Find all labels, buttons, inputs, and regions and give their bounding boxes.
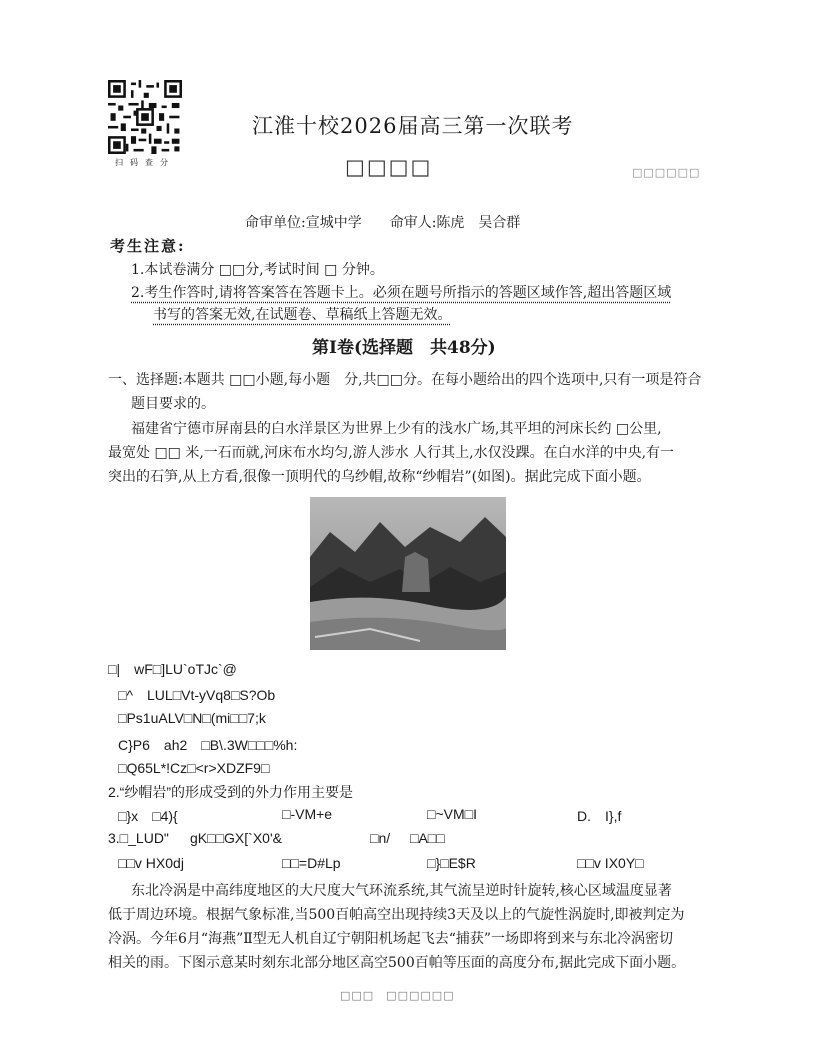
page-footer: □□□ □□□□□□ — [340, 989, 455, 1002]
faint-header-note: □□□□□□ — [632, 166, 701, 179]
notice-item-2-cont: 书写的答案无效,在试题卷、草稿纸上答题无效。 — [153, 307, 452, 323]
q2-option-a: □}x □4){ — [118, 808, 178, 824]
q2-option-d: D. I},f — [577, 808, 622, 824]
q3-option-a: □□v HX0dj — [118, 855, 184, 871]
qr-code — [108, 80, 182, 154]
option-garbled-b: □Ps1uALV□N□(mi□□7;k — [118, 710, 266, 726]
passage1-line-3: 突出的石笋,从上方看,很像一顶明代的乌纱帽,故称“纱帽岩”(如图)。据此完成下面小题。 — [108, 469, 651, 485]
notice-title: 考生注意: — [110, 237, 186, 255]
option-garbled-c: C}P6 ah2 □B\.3W□□□%h: — [118, 737, 298, 753]
q2-option-c: □~VM□I — [427, 806, 477, 822]
passage1-line-1: 福建省宁德市屏南县的白水洋景区为世界上少有的浅水广场,其平坦的河床长约 □公里, — [131, 421, 662, 437]
question-2-stem: 2.“纱帽岩”的形成受到的外力作用主要是 — [108, 784, 353, 800]
passage2-line-3: 冷涡。今年6月“海燕”Ⅱ型无人机自辽宁朝阳机场起飞去“捕获”一场即将到来与东北冷涡密切 — [108, 931, 674, 947]
q3-option-d: □□v IX0Y□ — [577, 855, 644, 871]
q3-option-c: □}□E$R — [427, 855, 476, 871]
exam-title: 江淮十校2026届高三第一次联考 — [252, 114, 574, 138]
q3-option-b: □□=D#Lp — [282, 855, 341, 871]
volume-title: 第Ⅰ卷(选择题 共48分) — [312, 338, 496, 358]
section-heading: 一、选择题:本题共 □□小题,每小题 分,共□□分。在每小题给出的四个选项中,只有一项是符合 — [108, 372, 702, 388]
authors-line — [245, 212, 548, 232]
authors-org: 命审单位:宣城中学 — [245, 215, 362, 231]
notice-item-1: 1.本试卷满分 □□分,考试时间 □ 分钟。 — [131, 262, 384, 278]
question-1-garbled: □| wF□]LU`oTJc`@ — [108, 661, 237, 677]
shamaoyan-photo — [310, 497, 506, 650]
option-garbled-d: □Q65L*!Cz□<r>XDZF9□ — [118, 760, 270, 776]
authors-people: 命审人:陈虎 吴合群 — [389, 215, 521, 231]
passage2-line-1: 东北冷涡是中高纬度地区的大尺度大气环流系统,其气流呈逆时针旋转,核心区域温度显著 — [131, 883, 672, 899]
question-3-stem-4: □A□□ — [410, 830, 445, 846]
qr-caption: 扫码查分 — [115, 158, 175, 167]
option-garbled-a: □^ LUL□Vt-yVq8□S?Ob — [118, 687, 276, 703]
question-3-stem-1: 3.□_LUD" — [108, 830, 169, 846]
passage1-line-2: 最宽处 □□ 米,一石而就,河床布水均匀,游人涉水 人行其上,水仅没踝。在白水洋的中央,有一 — [108, 445, 675, 461]
question-3-stem-2: gK□□GX[`X0'& — [190, 830, 282, 846]
section-heading-cont: 题目要求的。 — [131, 396, 215, 412]
notice-item-2: 2.考生作答时,请将答案答在答题卡上。必须在题号所指示的答题区域作答,超出答题区域 — [131, 285, 672, 301]
passage2-line-4: 相关的雨。下图示意某时刻东北部分地区高空500百帕等压面的高度分布,据此完成下面小题。 — [108, 955, 686, 971]
question-3-stem-3: □n/ — [370, 830, 391, 846]
q2-option-b: □-VM+e — [282, 806, 333, 822]
passage2-line-2: 低于周边环境。根据气象标准,当500百帕高空出现持续3天及以上的气旋性涡旋时,即被判定为 — [108, 907, 685, 923]
subject-title: □□□□ — [345, 155, 433, 179]
